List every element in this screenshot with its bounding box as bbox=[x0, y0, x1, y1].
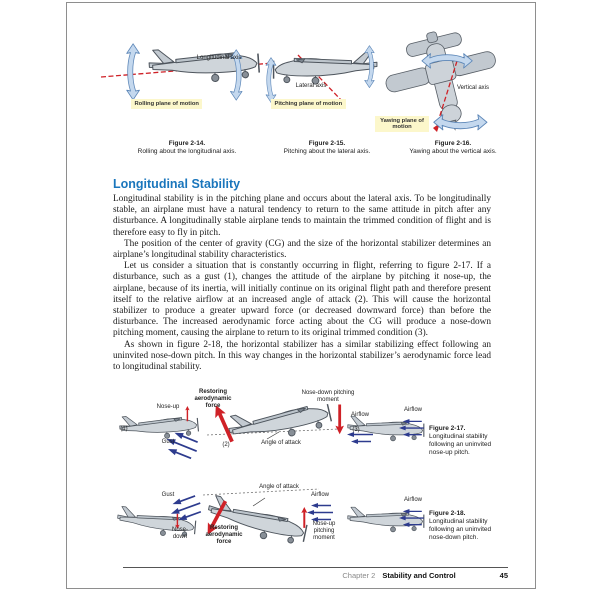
lateral-axis-label: Lateral axis bbox=[295, 83, 327, 89]
figure-2-14-caption bbox=[117, 140, 257, 156]
figure-2-16-caption-text: Yawing about the vertical axis. bbox=[409, 148, 497, 155]
fig17-airflow-mid-label: Airflow bbox=[350, 412, 369, 418]
fig17-step1-label: (1) bbox=[120, 426, 128, 432]
fig18-nose-down-label: Nose-down bbox=[171, 527, 188, 540]
figure-2-14-caption-text: Rolling about the longitudinal axis. bbox=[137, 148, 237, 155]
vertical-axis-label: Vertical axis bbox=[456, 85, 489, 91]
paragraph-2: The position of the center of gravity (CG) and the size of the horizontal stabilizer determines an airplane’s longitudinal stability characteristics. bbox=[113, 238, 491, 261]
fig18-pitching-moment-label: Nose-up pitching moment bbox=[312, 521, 336, 541]
rolling-plane-label: Rolling plane of motion bbox=[131, 99, 202, 109]
fig17-gust-label: Gust bbox=[161, 439, 175, 445]
figure-2-17-caption-title: Figure 2-17. bbox=[429, 425, 466, 432]
paragraph-4: As shown in figure 2-18, the horizontal stabilizer has a similar stabilizing effect following an uninvited nose-down pitch. In this way changes in the horizontal stabilizer’s aerodynamic force lead to longitudinal stability. bbox=[113, 339, 491, 373]
figure-2-17-illustration bbox=[107, 388, 447, 476]
pitching-plane-label: Pitching plane of motion bbox=[271, 99, 346, 109]
fig18-airflow-mid-label: Airflow bbox=[310, 492, 329, 498]
fig17-step3-label: (3) bbox=[352, 427, 360, 433]
figure-2-15-caption-text: Pitching about the lateral axis. bbox=[283, 148, 371, 155]
figure-2-14-caption-title: Figure 2-14. bbox=[168, 140, 206, 147]
footer-section-title: Stability and Control bbox=[382, 571, 456, 580]
document-page bbox=[66, 2, 536, 589]
figure-2-18-caption-text: Longitudinal stability following an uninvited nose-down pitch. bbox=[429, 518, 492, 541]
fig17-pitching-moment-label: Nose-down pitching moment bbox=[301, 390, 355, 403]
footer-page-number: 45 bbox=[499, 571, 508, 580]
fig18-restoring-force-label: Restoring aerodynamic force bbox=[205, 525, 243, 545]
figure-2-17-caption-text: Longitudinal stability following an uninvited nose-up pitch. bbox=[429, 433, 492, 456]
paragraph-3: Let us consider a situation that is constantly occurring in flight, referring to figure 2-17. If a disturbance, such as a gust (1), changes the attitude of the airplane by pitching it nose-up, the airplane, because of its inertia, will initially continue on its original flight path and therefore present itself to the relative airflow at an increased angle of attack (2). This will cause the horizontal stabilizer to produce a greater upward force (or decreased downward force) than before the disturbance. The increased aerodynamic force acting about the CG will produce a nose-down pitching moment, causing the airplane to return to its original trimmed condition (3). bbox=[113, 261, 491, 339]
figure-2-15-caption-title: Figure 2-15. bbox=[308, 140, 346, 147]
fig18-gust-label: Gust bbox=[161, 492, 175, 498]
footer-chapter: Chapter 2 bbox=[342, 571, 376, 580]
paragraph-1: Longitudinal stability is in the pitching plane and occurs about the lateral axis. To be longitudinally stable, an airplane must have a natural tendency to return to the same attitude in pitch after any disturbance. A longitudinally stable airplane tends to maintain the trimmed condition of flight and is therefore easy to fly in pitch. bbox=[113, 194, 491, 238]
fig17-angle-of-attack-label: Angle of attack bbox=[261, 440, 301, 446]
fig17-restoring-force-label: Restoring aerodynamic force bbox=[194, 389, 232, 409]
fig18-airflow-right-label: Airflow bbox=[403, 497, 422, 503]
fig17-nose-up-label: Nose-up bbox=[156, 404, 180, 410]
longitudinal-axis-label: Longitudinal axis bbox=[196, 55, 242, 61]
figure-2-16-caption-title: Figure 2-16. bbox=[434, 140, 472, 147]
figure-2-16-caption bbox=[383, 140, 523, 156]
footer bbox=[123, 571, 508, 580]
page-title: Longitudinal Stability bbox=[113, 177, 241, 191]
fig17-step2-label: (2) bbox=[222, 442, 230, 448]
fig17-airflow-right-label: Airflow bbox=[403, 407, 422, 413]
body-text bbox=[113, 194, 491, 373]
figure-2-18-caption-title: Figure 2-18. bbox=[429, 510, 466, 517]
footer-rule bbox=[123, 567, 508, 568]
figure-2-17-caption bbox=[429, 425, 503, 457]
figure-2-15-caption bbox=[257, 140, 397, 156]
fig18-angle-of-attack-label: Angle of attack bbox=[259, 484, 299, 490]
yawing-plane-label: Yawing plane of motion bbox=[375, 116, 429, 132]
figure-2-18-caption bbox=[429, 510, 503, 542]
